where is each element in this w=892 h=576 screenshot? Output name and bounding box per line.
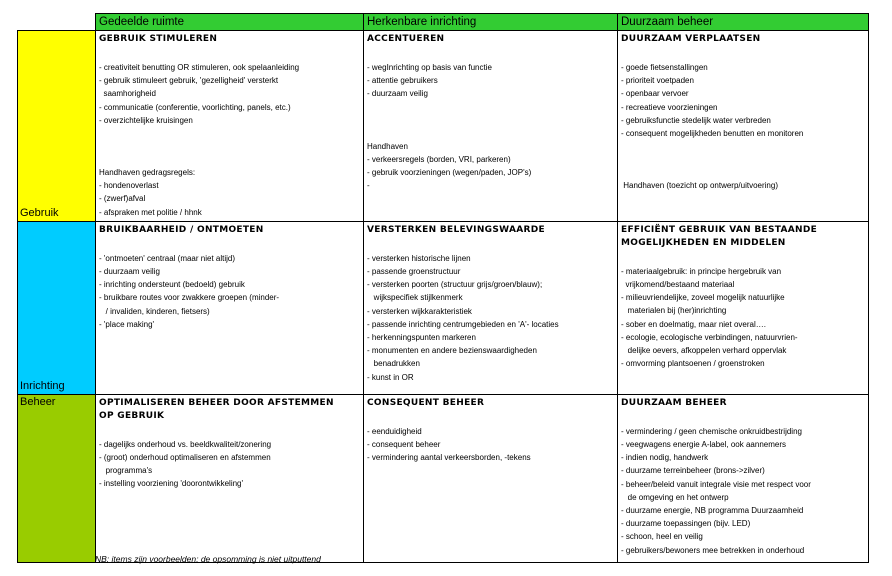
list-item: - duurzaam veilig xyxy=(99,267,160,277)
list-item: - overzichtelijke kruisingen xyxy=(99,115,193,125)
list-item: - attentie gebruikers xyxy=(367,76,438,86)
list-item: - monumenten en andere bezienswaardigheden benadrukken xyxy=(367,346,537,369)
cell-title: VERSTERKEN BELEVINGSWAARDE xyxy=(367,224,545,235)
list-item: - veegwagens energie A-label, ook aannemers xyxy=(621,440,786,450)
list-item: - herkenningspunten markeren xyxy=(367,333,476,343)
footnote: NB: items zijn voorbeelden; de opsomming is niet uitputtend xyxy=(95,554,321,564)
list-item: - hondenoverlast xyxy=(99,181,159,191)
cell-beheer-duurzaam-beheer xyxy=(618,394,869,562)
list-item: - sober en doelmatig, maar niet overal…. xyxy=(621,319,766,329)
list-item: - materiaalgebruik: in principe hergebruik van vrijkomend/bestaand materiaal xyxy=(621,266,782,290)
list-item: - openbaar vervoer xyxy=(621,89,689,99)
cell-title: OPTIMALISEREN BEHEER DOOR AFSTEMMEN OP GEBRUIK xyxy=(99,397,334,421)
list-item: - goede fietsenstallingen xyxy=(621,63,708,72)
spacer xyxy=(99,140,360,166)
row-label-beheer: Beheer xyxy=(18,394,96,562)
list-item: - instelling voorziening 'doorontwikkeling' xyxy=(99,479,244,489)
list-item: - 'place making' xyxy=(99,319,155,329)
list-item: - dagelijks onderhoud vs. beeldkwaliteit/zonering xyxy=(99,439,272,449)
matrix-table xyxy=(17,13,869,563)
list-item: - kunst in OR xyxy=(367,372,414,382)
row-beheer xyxy=(18,394,869,562)
cell-gebruik-gedeelde-ruimte xyxy=(96,31,364,222)
matrix-table-container xyxy=(17,13,869,563)
list-item: - inrichting ondersteunt (bedoeld) gebruik xyxy=(99,280,245,290)
cell-title: ACCENTUEREN xyxy=(367,34,445,44)
spacer xyxy=(621,252,865,265)
list-item: - eenduidigheid xyxy=(367,426,422,436)
cell-gebruik-herkenbare-inrichting xyxy=(364,31,618,222)
list-item: - consequent beheer xyxy=(367,440,441,450)
cell-title: BRUIKBAARHEID / ONTMOETEN xyxy=(99,224,264,235)
list-item: - gebruik voorzieningen (wegen/paden, JOP's) xyxy=(367,168,532,178)
list-item: - omvorming plantsoenen / groenstroken xyxy=(621,359,765,369)
spacer xyxy=(367,101,614,114)
list-item: - milieuvriendelijke, zoveel mogelijk natuurlijke materialen bij (her)inrichting xyxy=(621,293,785,316)
cell-inrichting-herkenbare-inrichting xyxy=(364,221,618,394)
spacer xyxy=(621,153,865,179)
list-item: - bruikbare routes voor zwakkere groepen (minder- / invaliden, kinderen, fietsers) xyxy=(99,293,280,316)
list-item: - xyxy=(367,181,370,191)
spacer xyxy=(99,425,360,438)
cell-title: DUURZAAM VERPLAATSEN xyxy=(621,34,761,44)
list-item: - versterken wijkkarakteristiek xyxy=(367,306,472,316)
list-item: - duurzame toepassingen (bijv. LED) xyxy=(621,519,751,529)
cell-inrichting-gedeelde-ruimte xyxy=(96,221,364,394)
spacer xyxy=(621,48,865,61)
cell-beheer-gedeelde-ruimte xyxy=(96,394,364,562)
list-item: - afspraken met politie / hhnk xyxy=(99,207,202,217)
list-item: - gebruiksfunctie stedelijk water verbreden xyxy=(621,115,771,125)
list-item: - passende groenstructuur xyxy=(367,267,461,277)
list-item: - passende inrichting centrumgebieden en 'A'- locaties xyxy=(367,319,559,329)
list-item: - communicatie (conferentie, voorlichting, panels, etc.) xyxy=(99,102,291,112)
list-item: - ecologie, ecologische verbindingen, natuurvrien- delijke oevers, afkoppelen verhard oppervlak xyxy=(621,332,798,356)
list-item: Handhaven gedragsregels: xyxy=(99,168,196,178)
header-row xyxy=(18,14,869,31)
list-item: - vermindering aantal verkeersborden, -tekens xyxy=(367,453,531,463)
list-item: - 'ontmoeten' centraal (maar niet altijd) xyxy=(99,253,236,263)
cell-gebruik-duurzaam-beheer xyxy=(618,31,869,222)
list-item: - duurzame terreinbeheer (brons->zilver) xyxy=(621,466,765,476)
list-item: - schoon, heel en veilig xyxy=(621,532,703,542)
spacer xyxy=(621,140,865,153)
row-label-gebruik: Gebruik xyxy=(18,31,96,222)
list-item: - indien nodig, handwerk xyxy=(621,453,709,463)
spacer xyxy=(621,412,865,425)
list-item: - gebruik stimuleert gebruik, 'gezelligheid' versterkt saamhorigheid xyxy=(99,76,279,99)
list-item: - versterken historische lijnen xyxy=(367,253,471,263)
cell-title: CONSEQUENT BEHEER xyxy=(367,397,485,408)
cell-inrichting-duurzaam-beheer xyxy=(618,221,869,394)
spacer xyxy=(99,239,360,252)
list-item: - verkeersregels (borden, VRI, parkeren) xyxy=(367,154,511,164)
cell-title: GEBRUIK STIMULEREN xyxy=(99,34,218,44)
row-gebruik xyxy=(18,31,869,222)
list-item: - wegInrichting op basis van functie xyxy=(367,63,492,72)
list-item: - recreatieve voorzieningen xyxy=(621,102,718,112)
header-corner xyxy=(18,14,96,31)
list-item: - creativiteit benutting OR stimuleren, ook spelaanleiding xyxy=(99,63,300,72)
cell-title: EFFICIËNT GEBRUIK VAN BESTAANDE MOGELIJKHEDEN EN MIDDELEN xyxy=(621,224,818,248)
list-item: - duurzaam veilig xyxy=(367,89,428,99)
list-item: - prioriteit voetpaden xyxy=(621,76,694,86)
list-item: - (zwerf)afval xyxy=(99,194,146,204)
spacer xyxy=(99,48,360,61)
list-item: - vermindering / geen chemische onkruidbestrijding xyxy=(621,426,802,436)
list-item: Handhaven (toezicht op ontwerp/uitvoering) xyxy=(621,181,778,191)
cell-beheer-herkenbare-inrichting xyxy=(364,394,618,562)
spacer xyxy=(367,412,614,425)
list-item: - beheer/beleid vanuit integrale visie met respect voor de omgeving en het ontwerp xyxy=(621,479,811,502)
row-label-inrichting: Inrichting xyxy=(18,221,96,394)
column-header-gedeelde-ruimte: Gedeelde ruimte xyxy=(96,14,364,31)
cell-title: DUURZAAM BEHEER xyxy=(621,397,727,408)
list-item: - consequent mogelijkheden benutten en monitoren xyxy=(621,129,804,139)
list-item: - versterken poorten (structuur grijs/groen/blauw); wijkspecifiek stijlkenmerk xyxy=(367,280,543,303)
list-item: - gebruikers/bewoners mee betrekken in onderhoud xyxy=(621,545,805,555)
list-item: Handhaven xyxy=(367,141,408,151)
spacer xyxy=(367,48,614,61)
list-item: - duurzame energie, NB programma Duurzaamheid xyxy=(621,506,804,516)
spacer xyxy=(367,114,614,140)
column-header-herkenbare-inrichting: Herkenbare inrichting xyxy=(364,14,618,31)
spacer xyxy=(367,239,614,252)
spacer xyxy=(99,127,360,140)
column-header-duurzaam-beheer: Duurzaam beheer xyxy=(618,14,869,31)
list-item: - (groot) onderhoud optimaliseren en afstemmen programma's xyxy=(99,453,271,476)
row-inrichting xyxy=(18,221,869,394)
